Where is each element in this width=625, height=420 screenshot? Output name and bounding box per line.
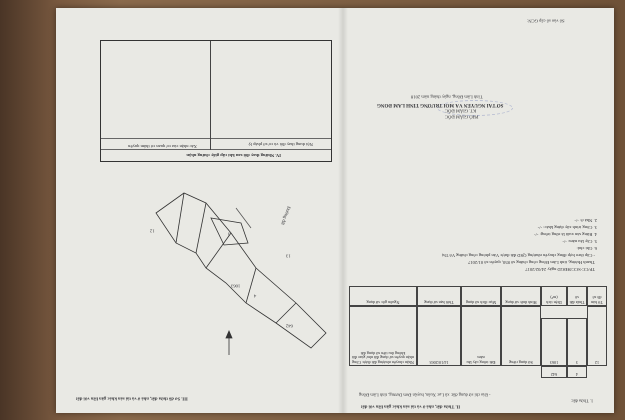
parcel-line [196, 203, 206, 253]
parcel-outline [156, 193, 326, 348]
land-table-cell: 14/10/2063 [417, 306, 461, 366]
land-address: - Địa chỉ sử dụng đất: xã Lạc Xuân, huyện Đơn Dương, tỉnh Lâm Đồng [359, 392, 491, 398]
land-table-header-2: Diện tích (m²) [541, 286, 567, 306]
right-page [341, 8, 614, 413]
land-certificate-page [56, 8, 614, 413]
note-line-3: TP/CC-SCC/HĐGD ngày 24/02/2017 [525, 267, 595, 272]
note-line-1: - Cấp theo hợp đồng chuyển nhượng QSD đất được Văn phòng công chứng Võ Thị [442, 253, 595, 258]
left-page [56, 8, 341, 413]
land-table-wrap [349, 286, 607, 378]
notes-title: 6. Ghi chú: [576, 246, 597, 251]
land-table-header-1: Thửa đất số [567, 286, 587, 306]
changes-box-content [101, 41, 331, 161]
land-map [136, 173, 336, 363]
notes-construction: 3. Công trình xây dựng khác: -/- [537, 225, 597, 230]
note-line-2: Thanh Hương, tỉnh Lâm Đồng công chứng số 850, quyển số 01/2017 [468, 260, 595, 265]
map-label-12: 12 [150, 228, 155, 234]
land-table-header-4: Mục đích sử dụng [461, 286, 501, 306]
issuer-deputy: PHÓ GIÁM ĐỐC [445, 114, 479, 120]
map-label-1063: 1063 [231, 283, 241, 289]
land-table-header-3: Hình thức sử dụng [501, 286, 541, 306]
parcel-line [176, 193, 184, 243]
land-table-cell: Sử dụng riêng [501, 306, 541, 366]
changes-header-line-2 [101, 138, 331, 139]
land-notes [361, 213, 601, 283]
issuer-authority: SỞ TÀI NGUYÊN VÀ MÔI TRƯỜNG TỈNH LÂM ĐỒNG [377, 101, 504, 107]
page-header: Số vào sổ cấp GCN: [527, 18, 565, 24]
map-label-13: 13 [286, 253, 291, 259]
land-table-header-0: Tờ bản đồ số [587, 286, 607, 306]
changes-col-confirm: Xác nhận của cơ quan có thẩm quyền [128, 144, 197, 149]
map-label-3: 3 [228, 231, 231, 237]
issuer-position: KT. GIÁM ĐỐC [445, 108, 477, 114]
changes-col-content: Nội dung thay đổi và cơ sở pháp lý [248, 142, 313, 147]
changes-title: IV. Những thay đổi sau khi cấp giấy chứng nhận [186, 153, 281, 158]
land-section-title: II. Thửa đất, nhà ở và tài sản khác gắn liền với đất [361, 404, 461, 410]
notes-perennial: 5. Cây lâu năm: -/- [562, 239, 597, 244]
land-table-header-5: Thời hạn sử dụng [417, 286, 461, 306]
road-line [236, 208, 251, 228]
land-table-header-6: Nguồn gốc sử dụng [349, 286, 417, 306]
map-road-label: Đường đất [280, 205, 292, 226]
changes-column-divider [210, 41, 211, 150]
map-section-title: III. Sơ đồ thửa đất, nhà ở và tài sản khác gắn liền với đất [76, 396, 188, 402]
changes-header-line [101, 149, 331, 150]
land-table-cell: 4 [567, 366, 587, 378]
map-label-642: 642 [286, 323, 293, 329]
land-table-cell: Nhận chuyển nhượng đất được Công nhận quyền sử dụng đất như giao đất không thu tiền sử dụng đất [349, 306, 417, 366]
changes-box [100, 40, 332, 162]
land-table-cell: 642 [541, 366, 567, 378]
land-sub1: 1. Thửa đất: [571, 398, 594, 404]
land-table-cell: 12 [587, 306, 607, 366]
north-arrow-head-icon [226, 331, 232, 338]
land-table-cell: 1063 [541, 318, 567, 366]
parcel-line [206, 233, 231, 268]
land-table-cell: Đất trồng cây lâu năm [461, 306, 501, 366]
parcel-line [276, 303, 296, 323]
notes-house: 2. Nhà ở: -/- [574, 218, 597, 223]
land-table-cell: 3 [567, 318, 587, 366]
notes-forest: 4. Rừng sản xuất là rừng trồng: -/- [534, 232, 597, 237]
issuer-date: Tỉnh Lâm Đồng, ngày tháng năm 2018 [411, 94, 483, 100]
map-label-4: 4 [254, 293, 257, 299]
land-map-svg [136, 173, 336, 363]
